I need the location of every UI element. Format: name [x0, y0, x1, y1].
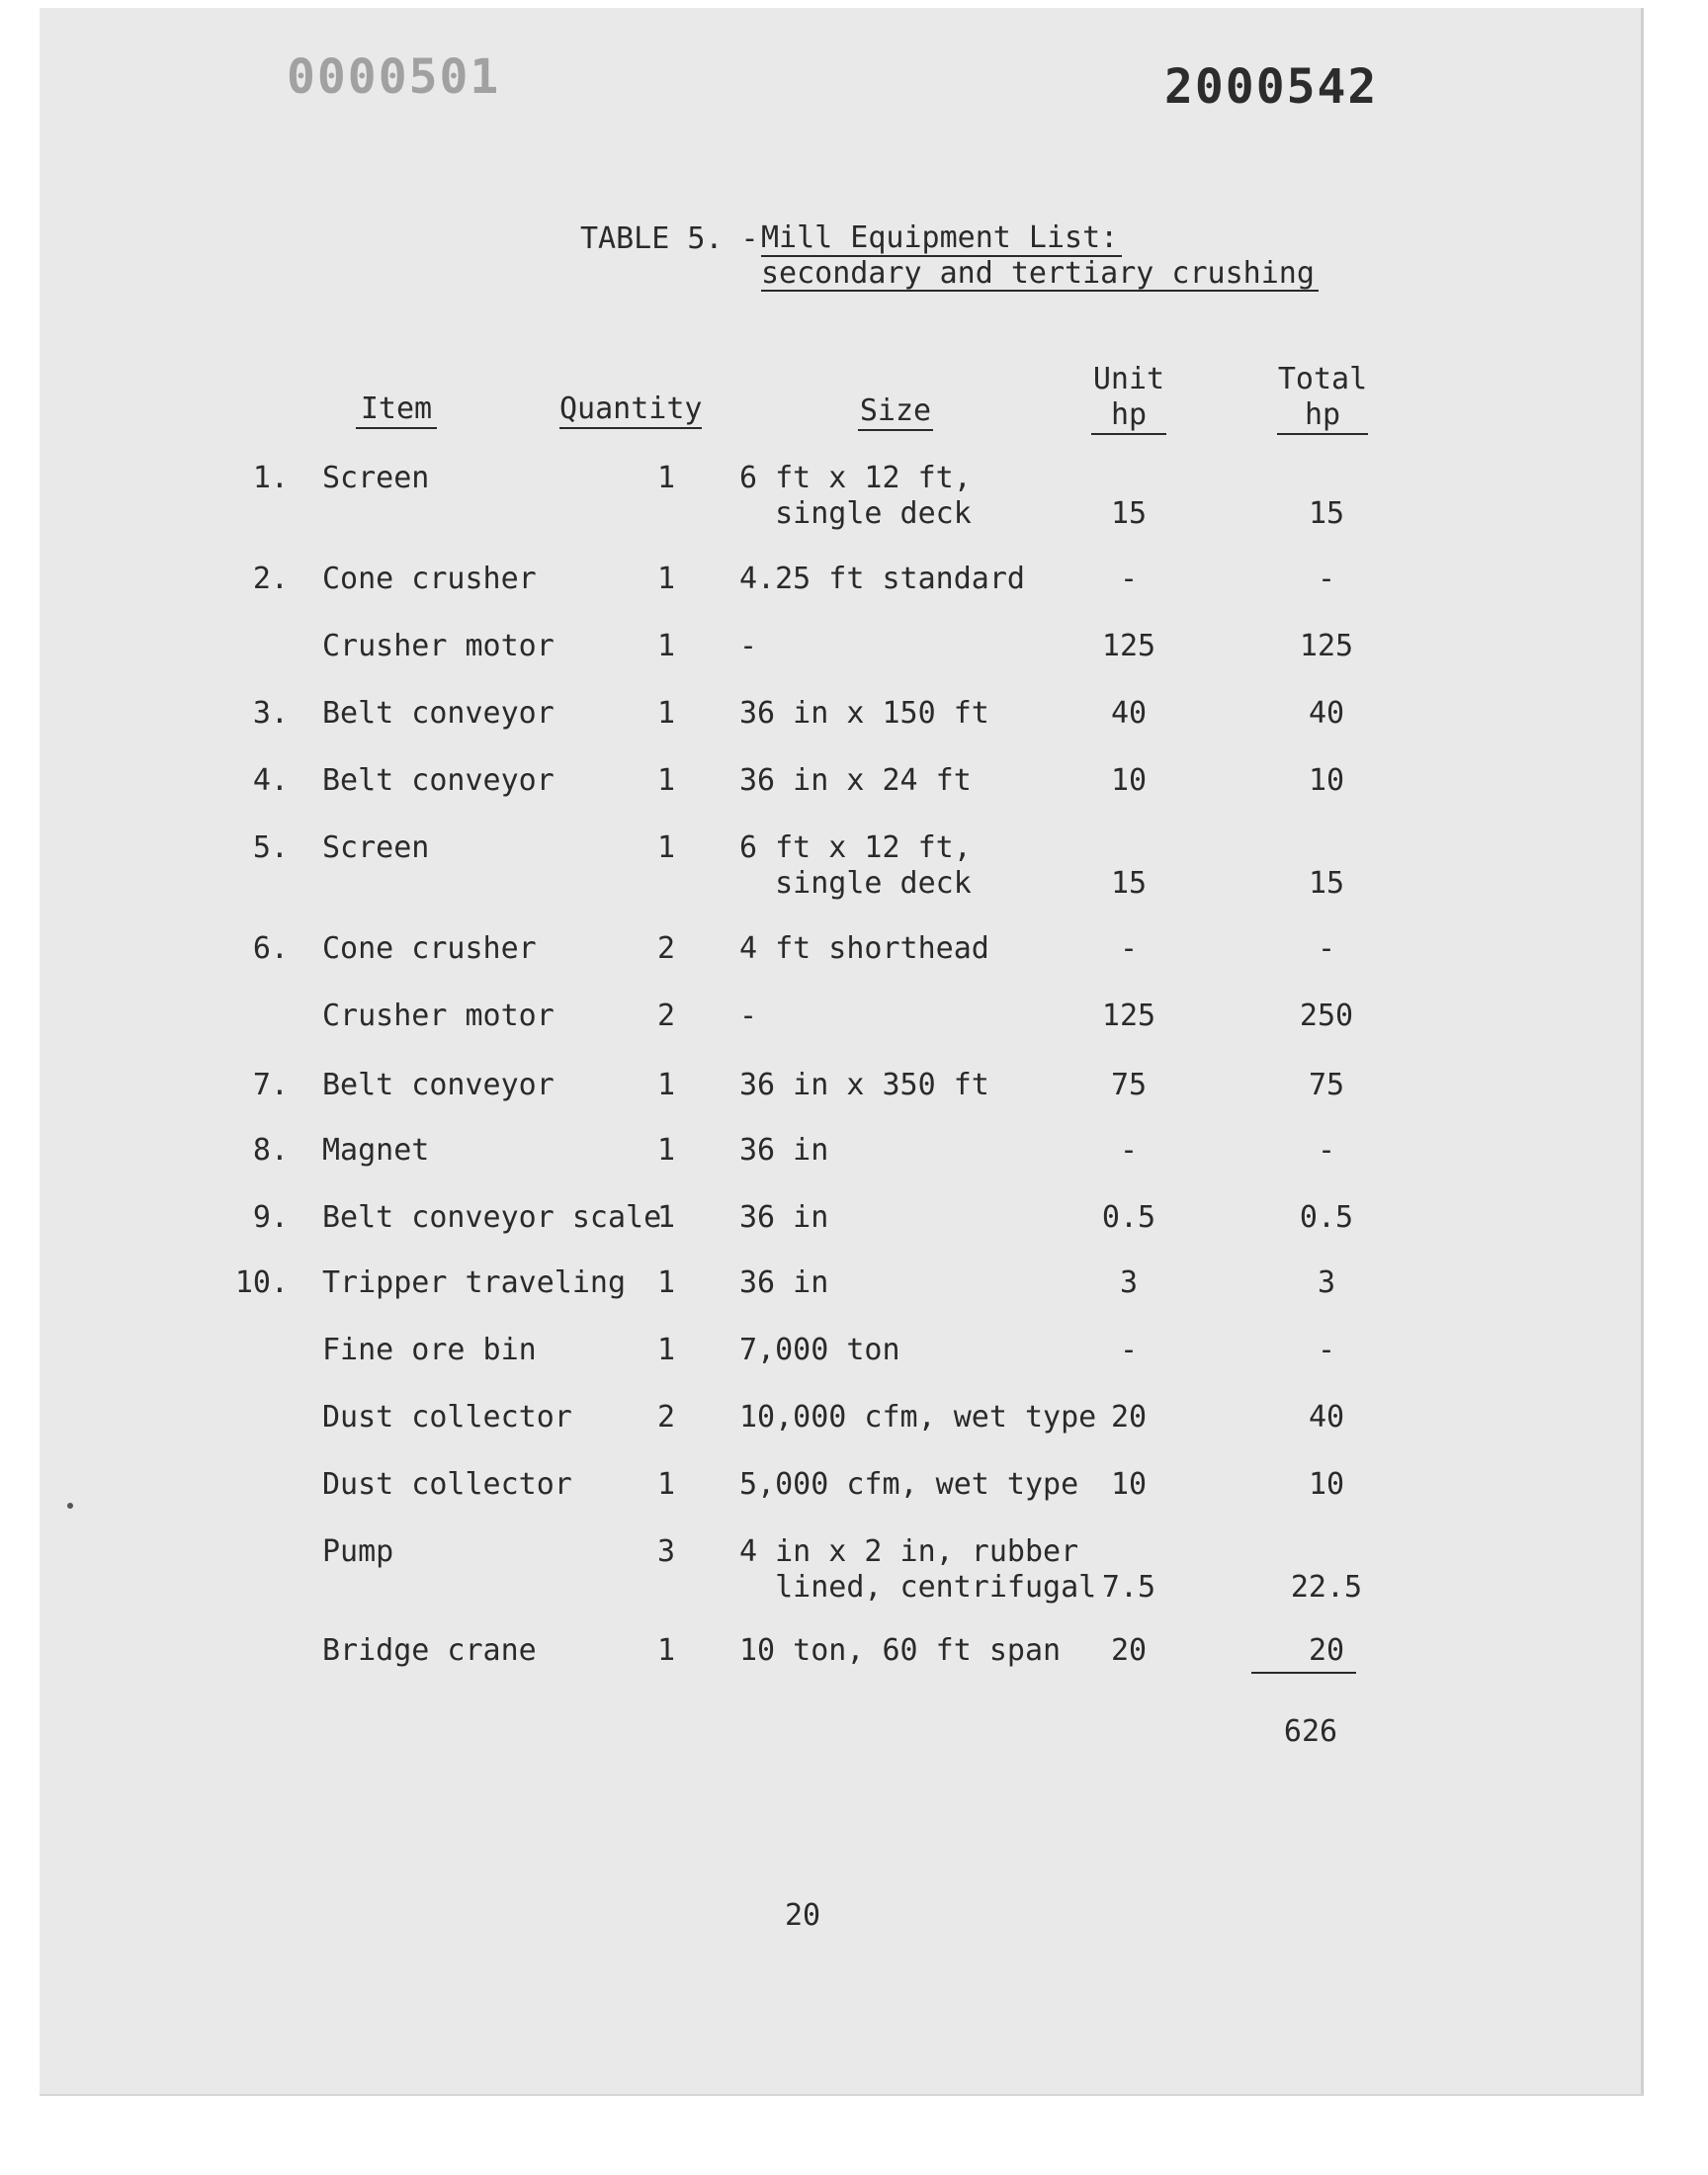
row-total-hp: -	[1317, 562, 1336, 596]
stamp-number-right: 2000542	[1164, 59, 1379, 115]
row-item: Crusher motor	[322, 629, 555, 663]
row-item: Pump	[322, 1534, 394, 1569]
column-header-unit-hp	[1091, 362, 1166, 435]
column-header-unit-bottom: hp	[1091, 397, 1166, 435]
column-header-unit-top: Unit	[1092, 362, 1165, 396]
row-unit-hp: 20	[1110, 1633, 1148, 1668]
row-total-hp: 250	[1299, 999, 1354, 1033]
row-quantity: 1	[656, 763, 676, 798]
scan-speck	[67, 1503, 73, 1509]
stamp-number-left: 0000501	[287, 49, 501, 105]
row-item: Tripper traveling	[322, 1265, 627, 1300]
row-item: Fine ore bin	[322, 1333, 537, 1367]
row-unit-hp: 7.5	[1101, 1570, 1156, 1605]
column-header-item: Item	[356, 392, 437, 429]
page-number: 20	[784, 1898, 821, 1933]
row-total-hp: 3	[1317, 1265, 1336, 1300]
row-size: 7,000 ton	[739, 1333, 900, 1367]
total-rule	[1251, 1672, 1356, 1674]
row-quantity: 1	[656, 1333, 676, 1367]
row-item: Dust collector	[322, 1400, 572, 1435]
row-item: Belt conveyor	[322, 696, 555, 731]
row-item: Cone crusher	[322, 931, 537, 966]
row-item: Belt conveyor scale	[322, 1200, 662, 1235]
row-size: 10 ton, 60 ft span	[739, 1633, 1062, 1668]
grand-total: 626	[1283, 1714, 1338, 1749]
row-size: 36 in	[739, 1133, 829, 1168]
row-unit-hp: -	[1119, 1133, 1139, 1168]
row-unit-hp: 3	[1119, 1265, 1139, 1300]
row-quantity: 1	[656, 1200, 676, 1235]
row-item: Magnet	[322, 1133, 430, 1168]
row-item: Screen	[322, 461, 430, 495]
row-number: 9.	[252, 1200, 289, 1235]
row-quantity: 1	[656, 1133, 676, 1168]
row-unit-hp: 10	[1110, 763, 1148, 798]
row-unit-hp: 125	[1101, 999, 1156, 1033]
row-total-hp: -	[1317, 1333, 1336, 1367]
row-unit-hp: 40	[1110, 696, 1148, 731]
row-number: 8.	[252, 1133, 289, 1168]
row-size: 4.25 ft standard	[739, 562, 1025, 596]
column-header-size: Size	[858, 393, 933, 431]
row-number: 2.	[252, 562, 289, 596]
row-size: 36 in x 150 ft	[739, 696, 989, 731]
row-quantity: 1	[656, 461, 676, 495]
row-item: Bridge crane	[322, 1633, 537, 1668]
column-header-total-top: Total	[1277, 362, 1368, 396]
row-size: 4 ft shorthead	[739, 931, 989, 966]
title-indent	[580, 257, 761, 292]
row-item: Belt conveyor	[322, 1068, 555, 1102]
row-quantity: 1	[656, 1068, 676, 1102]
column-header-quantity: Quantity	[559, 392, 702, 429]
row-quantity: 1	[656, 830, 676, 865]
row-size: 36 in x 350 ft	[739, 1068, 989, 1102]
row-number: 1.	[252, 461, 289, 495]
table-title-prefix: TABLE 5. -	[580, 221, 777, 256]
table-title	[580, 221, 1319, 292]
document-page	[40, 8, 1644, 2096]
row-quantity: 1	[656, 696, 676, 731]
table-title-line-2: secondary and tertiary crushing	[761, 257, 1319, 292]
row-total-hp: 10	[1308, 763, 1345, 798]
row-size: 36 in	[739, 1200, 829, 1235]
row-total-hp: 40	[1308, 696, 1345, 731]
row-unit-hp: 10	[1110, 1467, 1148, 1502]
row-size: 5,000 cfm, wet type	[739, 1467, 1079, 1502]
row-item: Screen	[322, 830, 430, 865]
row-quantity: 1	[656, 1633, 676, 1668]
row-size: 36 in x 24 ft	[739, 763, 972, 798]
row-unit-hp: 20	[1110, 1400, 1148, 1435]
row-total-hp: -	[1317, 931, 1336, 966]
column-header-total-bottom: hp	[1277, 397, 1368, 435]
row-quantity: 2	[656, 931, 676, 966]
row-number: 10.	[234, 1265, 289, 1300]
row-number: 6.	[252, 931, 289, 966]
row-number: 4.	[252, 763, 289, 798]
row-quantity: 1	[656, 562, 676, 596]
row-item: Belt conveyor	[322, 763, 555, 798]
row-size: -	[739, 999, 758, 1033]
row-unit-hp: -	[1119, 562, 1139, 596]
row-total-hp: -	[1317, 1133, 1336, 1168]
row-total-hp: 40	[1308, 1400, 1345, 1435]
row-total-hp: 125	[1299, 629, 1354, 663]
row-unit-hp: 15	[1110, 866, 1148, 901]
row-size: 36 in	[739, 1265, 829, 1300]
table-title-line-1: Mill Equipment List:	[761, 221, 1122, 257]
row-quantity: 1	[656, 629, 676, 663]
row-item: Cone crusher	[322, 562, 537, 596]
row-quantity: 1	[656, 1265, 676, 1300]
row-total-hp: 15	[1308, 496, 1345, 531]
row-quantity: 3	[656, 1534, 676, 1569]
row-total-hp: 15	[1308, 866, 1345, 901]
row-total-hp: 20	[1308, 1633, 1345, 1668]
row-number: 3.	[252, 696, 289, 731]
row-unit-hp: 75	[1110, 1068, 1148, 1102]
row-item: Crusher motor	[322, 999, 555, 1033]
row-total-hp: 75	[1308, 1068, 1345, 1102]
row-item: Dust collector	[322, 1467, 572, 1502]
row-number: 7.	[252, 1068, 289, 1102]
row-total-hp: 22.5	[1290, 1570, 1363, 1605]
row-size: 4 in x 2 in, rubber lined, centrifugal	[739, 1534, 1097, 1605]
row-unit-hp: 125	[1101, 629, 1156, 663]
row-number: 5.	[252, 830, 289, 865]
row-unit-hp: 15	[1110, 496, 1148, 531]
row-size: 10,000 cfm, wet type	[739, 1400, 1097, 1435]
row-size: 6 ft x 12 ft, single deck	[739, 461, 972, 531]
row-quantity: 1	[656, 1467, 676, 1502]
row-size: 6 ft x 12 ft, single deck	[739, 830, 972, 901]
row-quantity: 2	[656, 1400, 676, 1435]
row-size: -	[739, 629, 758, 663]
row-unit-hp: -	[1119, 1333, 1139, 1367]
row-total-hp: 0.5	[1299, 1200, 1354, 1235]
row-unit-hp: -	[1119, 931, 1139, 966]
row-unit-hp: 0.5	[1101, 1200, 1156, 1235]
column-header-total-hp	[1277, 362, 1368, 435]
row-quantity: 2	[656, 999, 676, 1033]
row-total-hp: 10	[1308, 1467, 1345, 1502]
